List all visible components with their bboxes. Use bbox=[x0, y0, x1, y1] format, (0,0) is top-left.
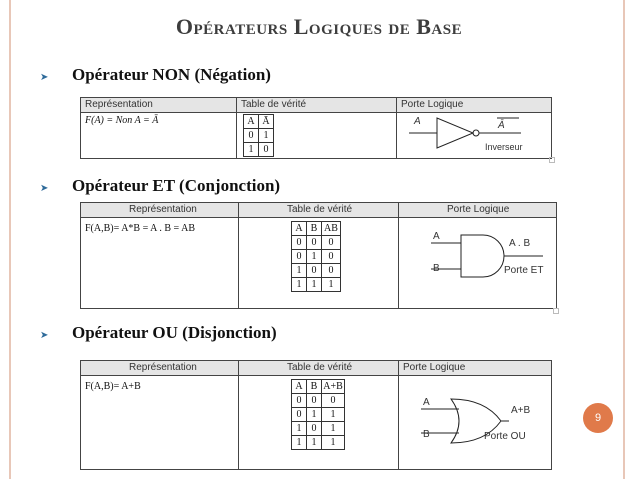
column-divider bbox=[398, 203, 399, 308]
bullet-arrow-icon: ➤ bbox=[40, 183, 49, 194]
truth-cell: 1 bbox=[307, 250, 322, 264]
header-truth-table: Table de vérité bbox=[287, 204, 353, 215]
column-divider bbox=[238, 203, 239, 308]
gate-name-label: Porte ET bbox=[504, 265, 544, 276]
table-non bbox=[80, 97, 552, 159]
expression: F(A,B)= A+B bbox=[85, 381, 141, 392]
truth-cell: 0 bbox=[322, 250, 341, 264]
truth-header-cell: AB bbox=[322, 222, 341, 236]
truth-cell: 0 bbox=[322, 264, 341, 278]
truth-cell: 1 bbox=[292, 436, 307, 450]
truth-table-ou bbox=[291, 379, 345, 450]
gate-input-b-label: B bbox=[433, 263, 440, 274]
truth-cell: 1 bbox=[292, 278, 307, 292]
page-number-badge: 9 bbox=[583, 403, 613, 433]
left-decorative-rule bbox=[9, 0, 11, 479]
truth-cell: 0 bbox=[292, 236, 307, 250]
truth-cell: 1 bbox=[322, 422, 345, 436]
truth-header-cell: A bbox=[292, 380, 307, 394]
header-truth-table: Table de vérité bbox=[241, 99, 307, 110]
gate-input-a-label: A bbox=[433, 231, 440, 242]
truth-cell: 0 bbox=[244, 129, 259, 143]
section-heading-et: Opérateur ET (Conjonction) bbox=[72, 176, 281, 195]
truth-cell: 0 bbox=[307, 264, 322, 278]
header-truth-table: Table de vérité bbox=[287, 362, 353, 373]
truth-header-cell: A+B bbox=[323, 381, 343, 392]
resize-handle bbox=[553, 308, 559, 314]
truth-cell: 1 bbox=[307, 278, 322, 292]
truth-cell: 1 bbox=[307, 408, 322, 422]
truth-cell: 1 bbox=[307, 436, 322, 450]
bullet-arrow-icon: ➤ bbox=[40, 330, 49, 341]
column-divider bbox=[398, 361, 399, 469]
truth-table-non bbox=[243, 114, 274, 157]
truth-cell: 0 bbox=[322, 394, 345, 408]
truth-cell: 0 bbox=[292, 250, 307, 264]
gate-output-label: A+B bbox=[511, 405, 531, 416]
column-divider bbox=[236, 98, 237, 158]
gate-input-label: A bbox=[414, 116, 421, 127]
truth-header-cell: A bbox=[244, 115, 259, 129]
truth-cell: 1 bbox=[322, 436, 345, 450]
resize-handle bbox=[549, 157, 555, 163]
truth-cell: 1 bbox=[292, 422, 307, 436]
column-divider bbox=[238, 361, 239, 469]
truth-cell: 0 bbox=[307, 394, 322, 408]
truth-cell: 0 bbox=[292, 408, 307, 422]
column-divider bbox=[396, 98, 397, 158]
header-representation: Représentation bbox=[129, 362, 197, 373]
gate-output-label: Ā bbox=[498, 120, 505, 131]
and-gate-icon bbox=[401, 223, 551, 305]
truth-cell: 1 bbox=[244, 143, 259, 157]
table-ou bbox=[80, 360, 552, 470]
gate-name-label: Porte OU bbox=[484, 431, 526, 442]
truth-cell: 1 bbox=[322, 408, 345, 422]
truth-header-cell: B bbox=[307, 222, 322, 236]
not-gate-icon bbox=[401, 112, 549, 156]
gate-output-label: A . B bbox=[509, 238, 531, 249]
truth-header-cell: A bbox=[292, 222, 307, 236]
right-decorative-rule bbox=[623, 0, 625, 479]
header-logic-gate: Porte Logique bbox=[401, 99, 464, 110]
section-heading-ou: Opérateur OU (Disjonction) bbox=[72, 323, 277, 342]
bullet-arrow-icon: ➤ bbox=[40, 72, 49, 83]
gate-input-a-label: A bbox=[423, 397, 430, 408]
expression: F(A,B)= A*B = A . B = AB bbox=[85, 223, 195, 234]
slide-title: Opérateurs Logiques de Base bbox=[175, 14, 463, 39]
truth-table-et bbox=[291, 221, 341, 292]
header-representation: Représentation bbox=[129, 204, 197, 215]
expression: F(A) = Non A = Ā bbox=[85, 115, 159, 126]
gate-input-b-label: B bbox=[423, 429, 430, 440]
truth-cell: 1 bbox=[322, 278, 341, 292]
truth-cell: 0 bbox=[322, 236, 341, 250]
truth-cell: 0 bbox=[307, 236, 322, 250]
truth-cell: 0 bbox=[259, 143, 274, 157]
truth-cell: 1 bbox=[259, 129, 274, 143]
header-logic-gate: Porte Logique bbox=[403, 362, 466, 373]
header-logic-gate: Porte Logique bbox=[447, 204, 510, 215]
header-representation: Représentation bbox=[85, 99, 153, 110]
truth-cell: 1 bbox=[292, 264, 307, 278]
table-et bbox=[80, 202, 557, 309]
or-gate-icon bbox=[401, 383, 551, 467]
truth-cell: 0 bbox=[292, 394, 307, 408]
truth-header-cell: Ā bbox=[259, 115, 274, 129]
truth-cell: 0 bbox=[307, 422, 322, 436]
gate-name-label: Inverseur bbox=[485, 142, 523, 152]
truth-header-cell: B bbox=[307, 380, 322, 394]
section-heading-non: Opérateur NON (Négation) bbox=[72, 65, 271, 84]
